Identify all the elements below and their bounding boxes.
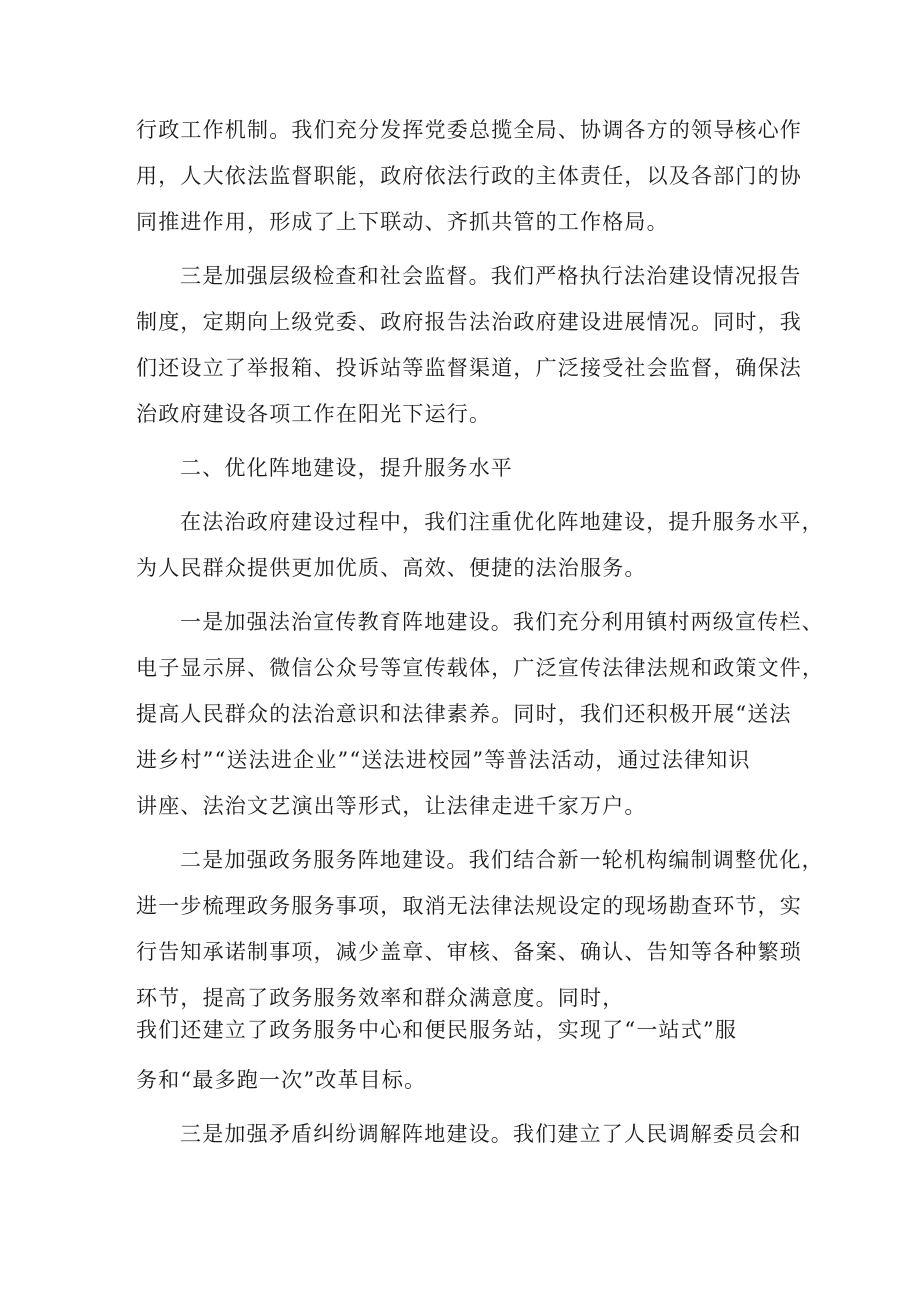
text-line-9: 在法治政府建设过程中，我们注重优化阵地建设，提升服务水平， bbox=[180, 510, 824, 534]
text-line-16: 二是加强政务服务阵地建设。我们结合新一轮机构编制调整优化， bbox=[180, 848, 824, 872]
text-line-14: 进乡村”“送法进企业”“送法进校园”等普法活动，通过法律知识 bbox=[136, 748, 751, 772]
text-line-7: 治政府建设各项工作在阳光下运行。 bbox=[136, 402, 492, 426]
text-line-3: 同推进作用，形成了上下联动、齐抓共管的工作格局。 bbox=[136, 210, 669, 234]
text-line-4: 三是加强层级检查和社会监督。我们严格执行法治建设情况报告 bbox=[180, 264, 802, 288]
text-line-19: 环节，提高了政务服务效率和群众满意度。同时， bbox=[136, 986, 625, 1010]
text-line-13: 提高人民群众的法治意识和法律素养。同时，我们还积极开展“送法 bbox=[136, 702, 792, 726]
text-line-20: 我们还建立了政务服务中心和便民服务站，实现了“一站式”服 bbox=[136, 1018, 738, 1042]
text-line-2: 用，人大依法监督职能，政府依法行政的主体责任，以及各部门的协 bbox=[136, 164, 802, 188]
text-line-11: 一是加强法治宣传教育阵地建设。我们充分利用镇村两级宣传栏、 bbox=[180, 610, 824, 634]
text-line-22: 三是加强矛盾纠纷调解阵地建设。我们建立了人民调解委员会和 bbox=[180, 1122, 802, 1146]
text-line-5: 制度，定期向上级党委、政府报告法治政府建设进展情况。同时，我 bbox=[136, 310, 802, 334]
text-line-17: 进一步梳理政务服务事项，取消无法律法规设定的现场勘查环节，实 bbox=[136, 894, 802, 918]
text-line-15: 讲座、法治文艺演出等形式，让法律走进千家万户。 bbox=[136, 794, 647, 818]
text-line-1: 行政工作机制。我们充分发挥党委总揽全局、协调各方的领导核心作 bbox=[136, 118, 802, 142]
section-heading: 二、优化阵地建设，提升服务水平 bbox=[180, 456, 513, 480]
text-line-21: 务和“最多跑一次”改革目标。 bbox=[136, 1068, 427, 1092]
text-line-12: 电子显示屏、微信公众号等宣传载体，广泛宣传法律法规和政策文件， bbox=[136, 656, 825, 680]
text-line-10: 为人民群众提供更加优质、高效、便捷的法治服务。 bbox=[136, 556, 647, 580]
text-line-6: 们还设立了举报箱、投诉站等监督渠道，广泛接受社会监督，确保法 bbox=[136, 356, 802, 380]
text-line-18: 行告知承诺制事项，减少盖章、审核、备案、确认、告知等各种繁琐 bbox=[136, 940, 802, 964]
